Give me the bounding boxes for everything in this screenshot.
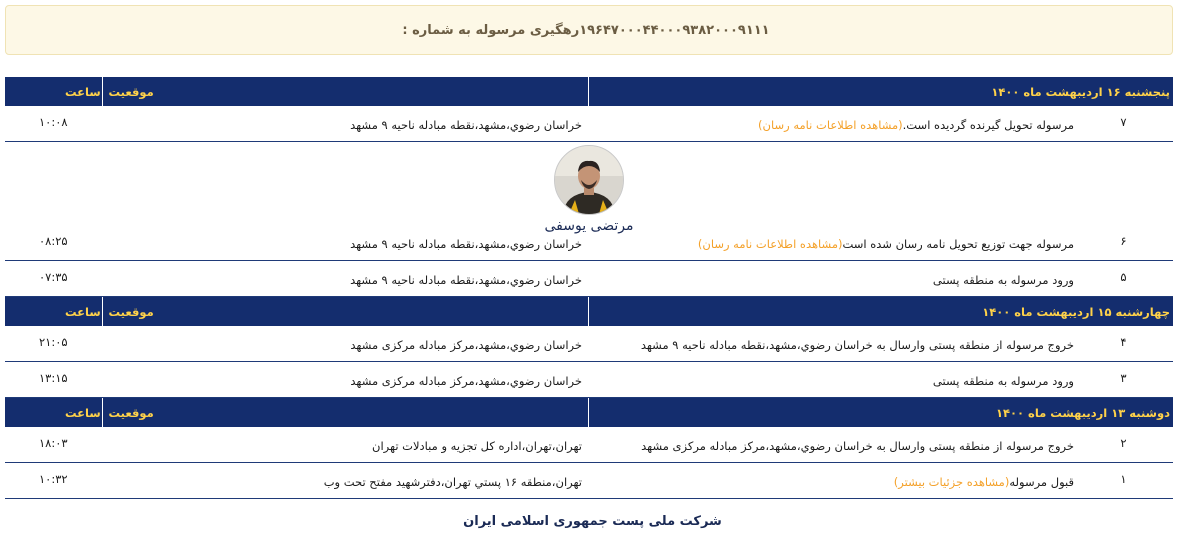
event-text: مرسوله تحویل گیرنده گردیده است. [902,118,1074,132]
carrier-cell [5,142,1173,235]
time-column-header: ساعت [5,398,102,428]
event-index: ۴ [1074,326,1173,362]
carrier-photo-icon [555,146,623,214]
event-index: ۶ [1074,234,1173,261]
event-description [588,427,1074,463]
event-index: ۲ [1074,427,1173,463]
event-description [588,463,1074,499]
event-description [588,362,1074,398]
day-header [5,297,1173,327]
event-text: خروج مرسوله از منطقه پستی وارسال به خراسان رضوي،مشهد،مرکز مبادله مرکزی مشهد [641,439,1074,453]
event-location: خراسان رضوي،مشهد،مرکز مبادله مرکزی مشهد [102,326,588,362]
event-description [588,261,1074,297]
tracking-banner [5,5,1173,55]
day-header [5,77,1173,106]
location-column-header: موقعیت [102,77,588,106]
event-location: خراسان رضوي،مشهد،مرکز مبادله مرکزی مشهد [102,362,588,398]
table-row [5,362,1173,398]
day-title: دوشنبه ۱۳ اردیبهشت ماه ۱۴۰۰ [588,398,1173,428]
time-column-header: ساعت [5,77,102,106]
event-description [588,326,1074,362]
event-location: تهران،منطقه ۱۶ پستي تهران،دفترشهید مفتح تحت وب [102,463,588,499]
event-time: ۰۸:۲۵ [5,234,102,261]
event-time: ۱۳:۱۵ [5,362,102,398]
event-location: تهران،تهران،اداره کل تجزیه و مبادلات تهران [102,427,588,463]
event-text: ورود مرسوله به منطقه پستی [932,374,1074,388]
table-row [5,326,1173,362]
tracking-label: رهگیری مرسوله به شماره : [402,22,580,38]
event-time: ۱۰:۳۲ [5,463,102,499]
event-time: ۱۰:۰۸ [39,115,68,129]
tracking-number: ۱۹۶۴۷۰۰۰۴۴۰۰۰۹۳۸۲۰۰۰۹۱۱۱ [579,22,770,38]
view-carrier-info-link[interactable]: (مشاهده اطلاعات نامه رسان) [697,237,843,251]
event-description [588,106,1074,142]
day-header [5,398,1173,428]
avatar [554,145,624,215]
day-title: چهارشنبه ۱۵ اردیبهشت ماه ۱۴۰۰ [588,297,1173,327]
event-location: خراسان رضوي،مشهد،نقطه مبادله ناحیه ۹ مشهد [102,234,588,261]
event-text: قبول مرسوله [1009,475,1074,489]
event-time: ۰۷:۳۵ [5,261,102,297]
view-carrier-info-link[interactable]: (مشاهده اطلاعات نامه رسان) [758,118,903,132]
table-row [5,463,1173,499]
day-title: پنجشنبه ۱۶ اردیبهشت ماه ۱۴۰۰ [588,77,1173,106]
event-index: ۵ [1074,261,1173,297]
carrier-card [5,142,1173,234]
event-time: ۲۱:۰۵ [5,326,102,362]
table-row [5,427,1173,463]
event-location: خراسان رضوي،مشهد،نقطه مبادله ناحیه ۹ مشهد [102,261,588,297]
event-text: مرسوله جهت توزیع تحویل نامه رسان شده است [842,237,1074,251]
event-index: ۳ [1074,362,1173,398]
time-column-header: ساعت [5,297,102,327]
event-text: ورود مرسوله به منطقه پستی [932,273,1074,287]
carrier-name: مرتضی یوسفی [544,218,634,234]
event-location: خراسان رضوي،مشهد،نقطه مبادله ناحیه ۹ مشهد [350,118,582,132]
event-text: خروج مرسوله از منطقه پستی وارسال به خراسان رضوي،مشهد،نقطه مبادله ناحیه ۹ مشهد [640,338,1074,352]
location-column-header: موقعیت [102,398,588,428]
event-index: ۷ [1120,115,1127,129]
table-row [5,261,1173,297]
event-index: ۱ [1074,463,1173,499]
tracking-table [5,77,1173,499]
footer-text: شرکت ملی پست جمهوری اسلامی ایران [463,514,722,529]
event-time: ۱۸:۰۳ [5,427,102,463]
location-column-header: موقعیت [102,297,588,327]
table-row [5,234,1173,261]
carrier-row [5,142,1173,235]
view-more-details-link[interactable]: (مشاهده جزئیات بیشتر) [893,475,1010,489]
event-description [588,234,1074,261]
table-row [5,106,1173,142]
